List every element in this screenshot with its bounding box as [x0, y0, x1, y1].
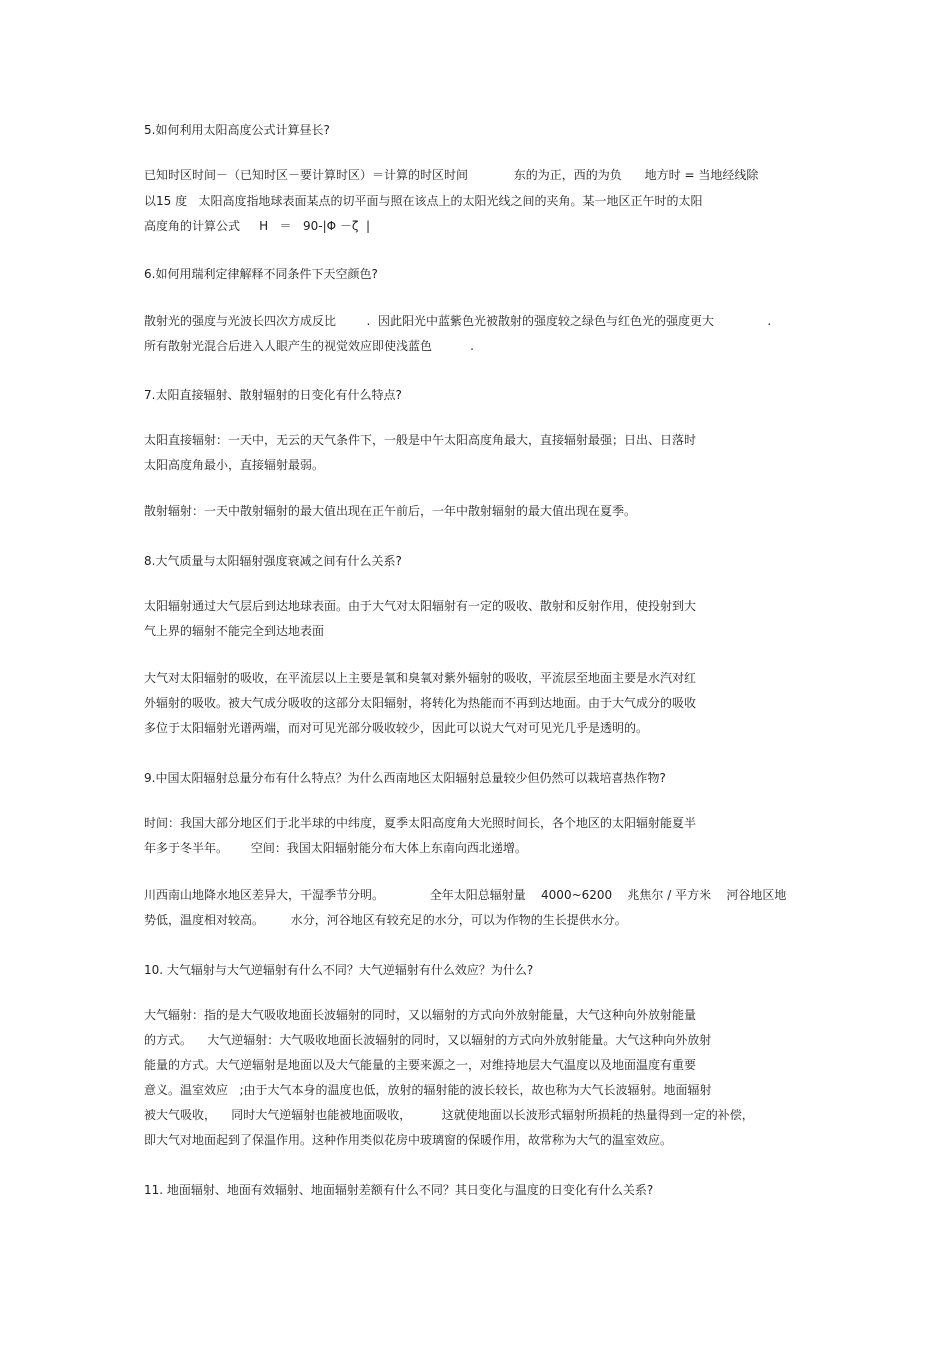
text-line: 太阳高度角最小，直接辐射最弱。	[144, 458, 325, 472]
text-line: 散射光的强度与光波长四次方成反比 . 因此阳光中蓝紫色光被散射的强度较之绿色与红色光的强度更大 .	[144, 314, 772, 328]
text-line: 大气对太阳辐射的吸收，在平流层以上主要是氧和臭氧对紫外辐射的吸收，平流层至地面主要是水汽对红	[144, 671, 697, 685]
text-line: 被大气吸收， 同时大气逆辐射也能被地面吸收， 这就使地面以长波形式辐射所损耗的热量得到一定的补偿，	[144, 1108, 754, 1122]
text-line: 即大气对地面起到了保温作用。这种作用类似花房中玻璃窗的保暖作用，故常称为大气的温室效应。	[144, 1133, 673, 1147]
text-line: 所有散射光混合后进入人眼产生的视觉效应即使浅蓝色 .	[144, 339, 474, 353]
text-line: 已知时区时间－（已知时区－要计算时区）＝计算的时区时间 东的为正，西的为负 地方时 = 当地经线除	[144, 168, 759, 182]
question-7: 7.太阳直接辐射、散射辐射的日变化有什么特点?	[144, 388, 402, 402]
question-5: 5.如何利用太阳高度公式计算昼长?	[144, 123, 330, 137]
text-line: 太阳辐射通过大气层后到达地球表面。由于大气对太阳辐射有一定的吸收、散射和反射作用，使投射到大	[144, 599, 697, 613]
question-6: 6.如何用瑞利定律解释不同条件下天空颜色?	[144, 267, 378, 281]
text-line: 的方式。 大气逆辐射：大气吸收地面长波辐射的同时，又以辐射的方式向外放射能量。大气这种向外放射	[144, 1033, 712, 1047]
question-11: 11. 地面辐射、地面有效辐射、地面辐射差额有什么不同？其日变化与温度的日变化有什么关系?	[144, 1183, 654, 1197]
text-line: 高度角的计算公式 H ＝ 90-|Φ －ζ |	[144, 219, 371, 233]
text-line: 大气辐射：指的是大气吸收地面长波辐射的同时，又以辐射的方式向外放射能量，大气这种向外放射能量	[144, 1008, 697, 1022]
question-10: 10. 大气辐射与大气逆辐射有什么不同？大气逆辐射有什么效应？为什么?	[144, 963, 534, 977]
question-9: 9.中国太阳辐射总量分布有什么特点？为什么西南地区太阳辐射总量较少但仍然可以栽培喜热作物?	[144, 771, 666, 785]
text-line: 川西南山地降水地区差异大，干湿季节分明。 全年太阳总辐射量 4000~6200 兆焦尔 / 平方米 河谷地区地	[144, 888, 787, 902]
text-line: 多位于太阳辐射光谱两端，而对可见光部分吸收较少，因此可以说大气对可见光几乎是透明的。	[144, 721, 649, 735]
text-line: 时间：我国大部分地区们于北半球的中纬度，夏季太阳高度角大光照时间长，各个地区的太阳辐射能夏半	[144, 816, 697, 830]
text-line: 太阳直接辐射：一天中，无云的天气条件下，一般是中午太阳高度角最大，直接辐射最强；日出、日落时	[144, 433, 697, 447]
text-line: 能量的方式。大气逆辐射是地面以及大气能量的主要来源之一，对维持地层大气温度以及地面温度有重要	[144, 1058, 697, 1072]
text-line: 散射辐射：一天中散射辐射的最大值出现在正午前后，一年中散射辐射的最大值出现在夏季。	[144, 504, 637, 518]
text-line: 势低，温度相对较高。 水分，河谷地区有较充足的水分，可以为作物的生长提供水分。	[144, 913, 627, 927]
text-line: 气上界的辐射不能完全到达地表面	[144, 624, 325, 638]
text-line: 外辐射的吸收。被大气成分吸收的这部分太阳辐射，将转化为热能而不再到达地面。由于大气成分的吸收	[144, 696, 697, 710]
question-8: 8.大气质量与太阳辐射强度衰减之间有什么关系?	[144, 554, 402, 568]
text-line: 以15 度 太阳高度指地球表面某点的切平面与照在该点上的太阳光线之间的夹角。某一地区正午时的太阳	[144, 194, 703, 208]
text-line: 年多于冬半年。 空间：我国太阳辐射能分布大体上东南向西北递增。	[144, 841, 527, 855]
text-line: 意义。温室效应 ;由于大气本身的温度也低，放射的辐射能的波长较长，故也称为大气长波辐射。地面辐射	[144, 1083, 712, 1097]
